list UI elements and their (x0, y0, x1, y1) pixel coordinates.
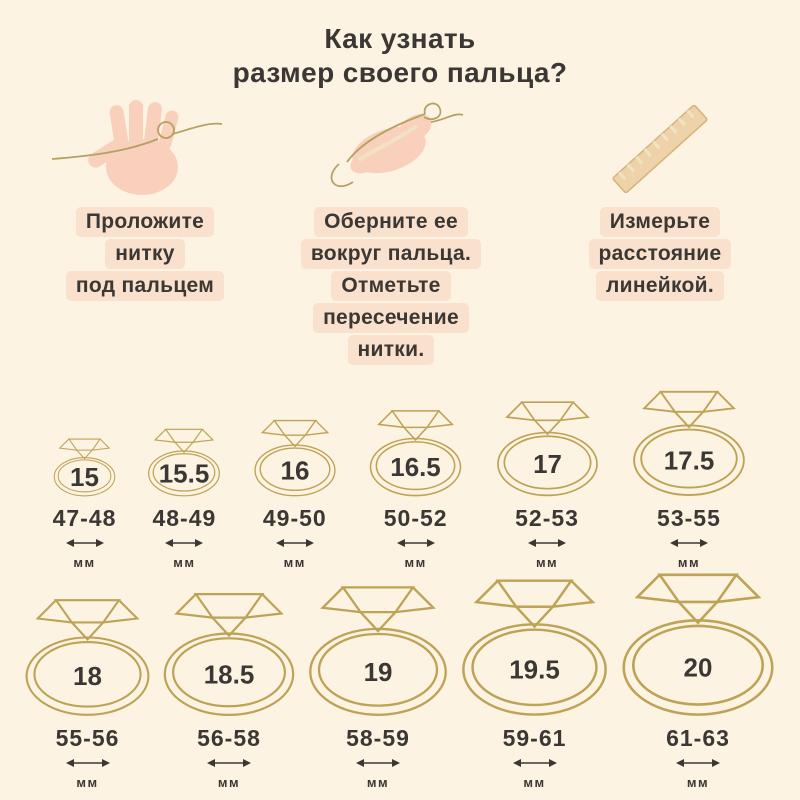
ring-size-number: 18 (73, 661, 102, 692)
unit-label: мм (535, 555, 559, 570)
measure-arrow-icon (355, 758, 401, 768)
measure-arrow (527, 535, 567, 553)
measure-arrow-icon (527, 538, 567, 548)
unit-label: мм (523, 775, 546, 790)
measure-arrow (675, 755, 721, 773)
ring-illustration (305, 583, 451, 717)
ring-size-row-1 (52, 388, 748, 570)
step-text-line: Отметьте (331, 271, 450, 301)
ring-illustration (458, 576, 611, 717)
unit-label: мм (686, 775, 710, 790)
measure-arrow-icon (396, 538, 436, 548)
ring-size-number: 19.5 (509, 654, 560, 685)
measure-arrow (164, 535, 204, 553)
instruction-steps-row (0, 98, 800, 368)
ring-illustration (52, 437, 117, 497)
ring-size-item (252, 418, 338, 570)
ring-size-number: 19 (363, 658, 393, 687)
measure-arrow-icon (164, 538, 204, 548)
ring-size-number: 15.5 (159, 458, 210, 489)
measure-arrow-icon (206, 758, 252, 768)
ruler-icon (585, 94, 735, 204)
step-text-line: под пальцем (66, 271, 224, 301)
step-text-line: Проложите (76, 207, 214, 237)
ring-size-item (618, 570, 778, 790)
ring-size-number: 16.5 (390, 454, 441, 483)
ring-size-item (146, 427, 222, 570)
ring-size-item (305, 583, 451, 790)
ring-illustration (494, 399, 601, 497)
unit-label: мм (677, 555, 701, 570)
measure-arrow (206, 755, 252, 773)
measure-arrow-icon (675, 758, 721, 768)
ring-illustration (160, 590, 298, 717)
ring-size-item (22, 596, 153, 790)
ring-size-number: 18.5 (203, 659, 255, 690)
step-icon-area (540, 98, 780, 200)
page-title (0, 22, 800, 90)
circumference-range: 50-52 (383, 505, 448, 531)
unit-label: мм (217, 775, 241, 790)
ring-size-number: 15 (70, 461, 99, 492)
measure-arrow-icon (65, 758, 111, 768)
ring-size-item (630, 388, 748, 570)
step-text-line: нитки. (348, 335, 435, 365)
measure-arrow (512, 755, 558, 773)
unit-label: мм (76, 775, 99, 790)
step-text-line: линейкой. (596, 271, 724, 301)
measure-arrow (355, 755, 401, 773)
ring-illustration (367, 408, 464, 497)
step-text (540, 206, 780, 302)
circumference-range: 59-61 (502, 725, 567, 751)
step-text-line: Измерьте (600, 207, 720, 237)
circumference-range: 56-58 (197, 725, 261, 751)
ring-illustration (630, 388, 748, 497)
step-text-line: вокруг пальца. (301, 239, 481, 269)
step-icon-area (30, 98, 260, 200)
circumference-range: 52-53 (515, 505, 579, 531)
unit-label: мм (366, 775, 390, 790)
measure-arrow (65, 535, 105, 553)
measure-arrow (275, 535, 315, 553)
step-text-line: расстояние (589, 239, 732, 269)
step-text-line: пересечение (313, 303, 469, 333)
page-title-line2: размер своего пальца? (232, 57, 568, 89)
step-text (30, 206, 260, 302)
ring-size-number: 20 (683, 652, 713, 683)
circumference-range: 47-48 (52, 505, 117, 531)
unit-label: мм (404, 555, 427, 570)
ring-size-number: 17 (532, 451, 562, 480)
circumference-range: 61-63 (666, 725, 730, 751)
ring-size-item (458, 576, 611, 790)
step-icon-area (272, 98, 510, 200)
circumference-range: 58-59 (346, 725, 410, 751)
page-title-line1: Как узнать (324, 23, 476, 54)
wrap-around-finger-icon (301, 98, 481, 200)
unit-label: мм (73, 555, 96, 570)
measure-arrow-icon (669, 538, 709, 548)
unit-label: мм (173, 555, 196, 570)
step-text-line: Оберните ее (314, 207, 468, 237)
measure-arrow (669, 535, 709, 553)
step-text-line: нитку (105, 239, 185, 269)
ring-size-item (52, 437, 117, 570)
instruction-step-3 (540, 98, 780, 302)
ring-size-row-2 (22, 570, 778, 790)
ring-illustration (252, 418, 338, 497)
circumference-range: 55-56 (55, 725, 120, 751)
ring-illustration (618, 570, 778, 717)
measure-arrow-icon (275, 538, 315, 548)
instruction-step-2 (272, 98, 510, 366)
instruction-step-1 (30, 98, 260, 302)
ring-size-item (494, 399, 601, 570)
ring-size-item (367, 408, 464, 570)
step-text (272, 206, 510, 366)
measure-arrow (65, 755, 111, 773)
circumference-range: 53-55 (657, 505, 721, 531)
unit-label: мм (283, 555, 306, 570)
ring-size-item (160, 590, 298, 790)
ring-size-number: 16 (280, 455, 310, 486)
measure-arrow-icon (512, 758, 558, 768)
hand-with-thread-icon (50, 99, 240, 199)
ring-size-number: 17.5 (663, 445, 715, 476)
measure-arrow (396, 535, 436, 553)
measure-arrow-icon (65, 538, 105, 548)
ring-illustration (22, 596, 153, 717)
circumference-range: 48-49 (152, 505, 217, 531)
circumference-range: 49-50 (262, 505, 327, 531)
ring-illustration (146, 427, 222, 497)
